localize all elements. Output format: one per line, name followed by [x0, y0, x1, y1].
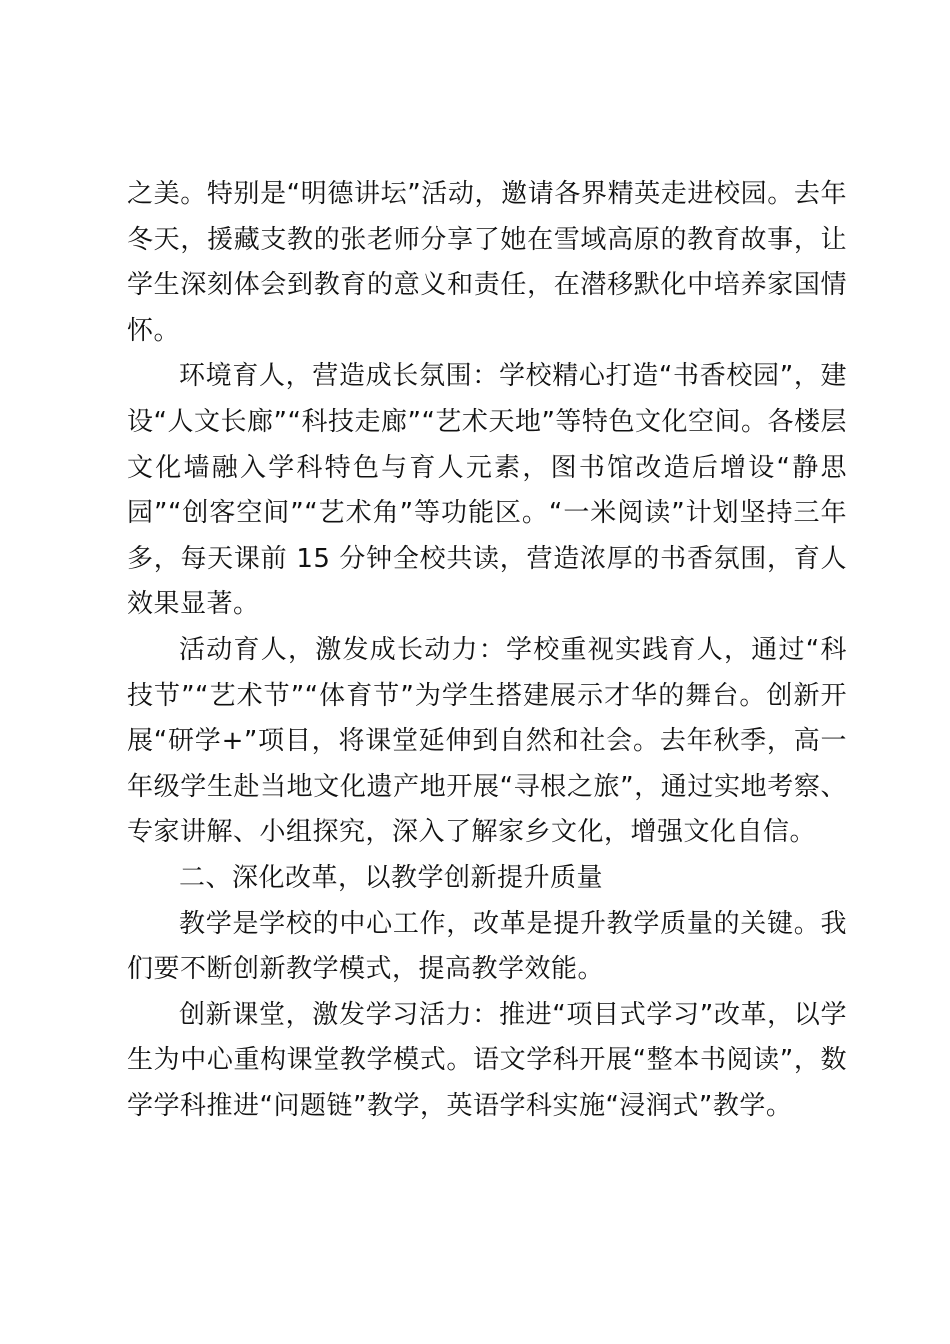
paragraph-3: 活动育人，激发成长动力：学校重视实践育人，通过“科技节”“艺术节”“体育节”为学生搭建展示才华的舞台。创新开展“研学+”项目，将课堂延伸到自然和社会。去年秋季，高一年级学生赴当地文化遗产地开展“寻根之旅”，通过实地考察、专家讲解、小组探究，深入了解家乡文化，增强文化自信。 — [127, 634, 847, 848]
document-body — [127, 172, 847, 1129]
paragraph-2: 环境育人，营造成长氛围：学校精心打造“书香校园”，建设“人文长廊”“科技走廊”“艺术天地”等特色文化空间。各楼层文化墙融入学科特色与育人元素，图书馆改造后增设“静思园”“创客空间”“艺术角”等功能区。“一米阅读”计划坚持三年多，每天课前 15 分钟全校共读，营造浓厚的书香氛围，育人效果显著。 — [127, 361, 847, 620]
paragraph-6: 创新课堂，激发学习活力：推进“项目式学习”改革，以学生为中心重构课堂教学模式。语文学科开展“整本书阅读”，数学学科推进“问题链”教学，英语学科实施“浸润式”教学。 — [127, 999, 847, 1121]
paragraph-1: 之美。特别是“明德讲坛”活动，邀请各界精英走进校园。去年冬天，援藏支教的张老师分享了她在雪域高原的教育故事，让学生深刻体会到教育的意义和责任，在潜移默化中培养家国情怀。 — [127, 179, 847, 346]
paragraph-5: 教学是学校的中心工作，改革是提升教学质量的关键。我们要不断创新教学模式，提高教学效能。 — [127, 908, 847, 985]
section-heading: 二、深化改革，以教学创新提升质量 — [179, 862, 604, 893]
